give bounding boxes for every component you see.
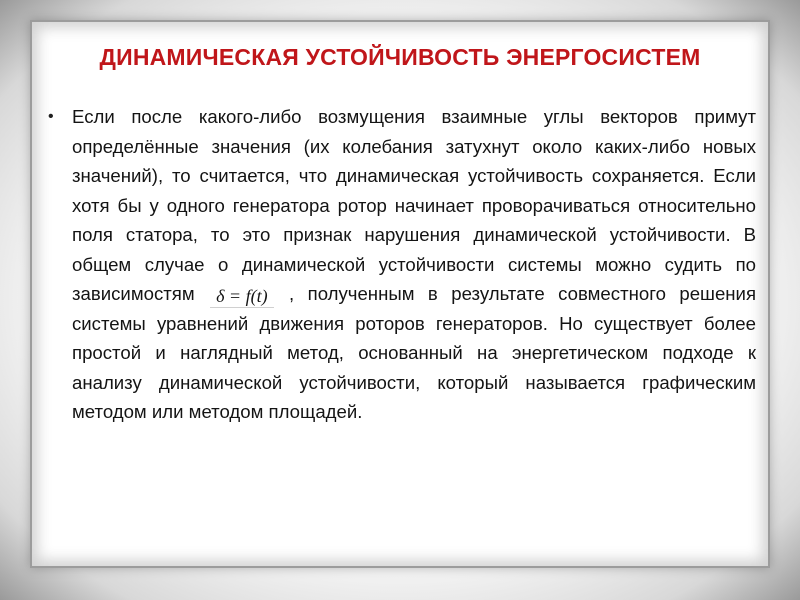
slide-title: ДИНАМИЧЕСКАЯ УСТОЙЧИВОСТЬ ЭНЕРГОСИСТЕМ — [99, 44, 701, 70]
bullet-dot-icon: • — [48, 108, 54, 125]
bullet-list — [44, 102, 756, 427]
formula: δ = f(t) — [210, 285, 274, 308]
bullet-item — [44, 102, 756, 427]
bullet-text-before: Если после какого-либо возмущения взаимные углы векторов примут определённые значения (их колебания затухнут около каких-либо новых значений), то считается, что динамическая устойчивость сохраняется. Если хотя бы у одного генератора ротор начинает проворачиваться относительно поля статора, то это признак нарушения динамической устойчивости. В общем случае о динамической устойчивости системы можно судить по зависимостям — [72, 106, 756, 304]
slide — [30, 20, 770, 568]
bullet-text-after: , полученным в результате совместного решения системы уравнений движения роторов генераторов. Но существует более простой и наглядный метод, основанный на энергетическом подходе к анализу динамической устойчивости, который называется графическим методом или методом площадей. — [72, 283, 757, 422]
